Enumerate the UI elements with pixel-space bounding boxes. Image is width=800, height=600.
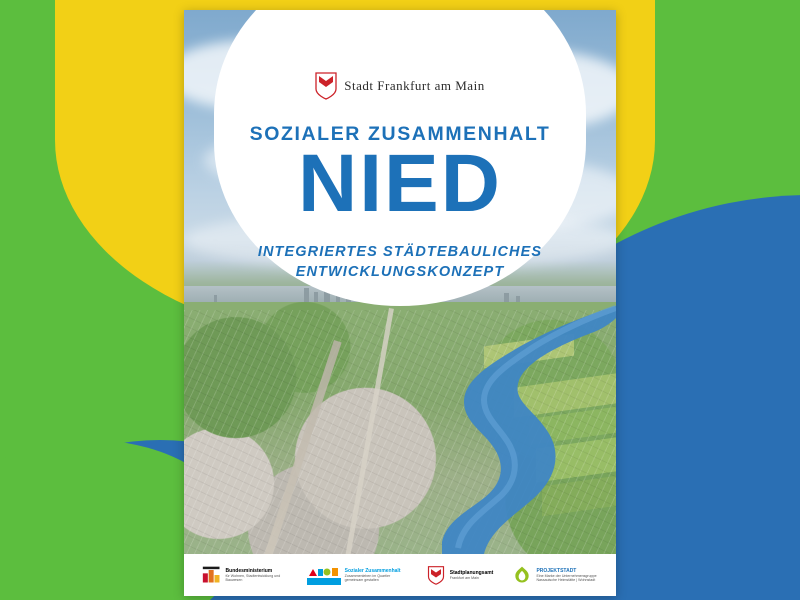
aerial-photo xyxy=(184,10,616,554)
document-cover-page xyxy=(184,10,616,596)
projektstadt-title: PROJEKTSTADT xyxy=(536,567,577,574)
soziale-stadt-logo xyxy=(307,565,407,585)
cover-subtitle-line-2: ENTWICKLUNGSKONZEPT xyxy=(295,264,505,280)
stadtplanungsamt-title: Stadtplanungsamt xyxy=(449,569,494,576)
soziale-stadt-caption: Zusammenleben im Quartier gemeinsam gestalten xyxy=(344,573,391,582)
footer-logo-strip xyxy=(184,554,616,596)
projektstadt-logo xyxy=(512,565,598,585)
projektstadt-caption: Eine Marke der Unternehmensgruppe Nassauische Heimstätte | Wohnstadt xyxy=(536,573,597,582)
cover-kicker: SOZIALER ZUSAMMENHALT xyxy=(249,123,551,145)
projektstadt-icon xyxy=(512,565,532,585)
bundesministerium-logo xyxy=(202,565,288,585)
cover-title: NIED xyxy=(298,138,502,229)
soziale-stadt-icon xyxy=(307,565,341,585)
stadt-frankfurt-logo xyxy=(426,565,494,585)
authority-lockup xyxy=(184,72,616,100)
cover-subtitle-line-1: INTEGRIERTES STÄDTEBAULICHES xyxy=(257,244,543,260)
frankfurt-crest-icon xyxy=(426,565,446,585)
stadtplanungsamt-caption: Frankfurt am Main xyxy=(449,575,479,580)
river-main xyxy=(184,298,616,554)
authority-name: Stadt Frankfurt am Main xyxy=(344,78,485,93)
bundesministerium-caption: für Wohnen, Stadtentwicklung und Bauwesen xyxy=(225,573,281,582)
bundesministerium-title: Bundesministerium xyxy=(225,567,273,574)
soziale-stadt-title: Sozialer Zusammenhalt xyxy=(344,567,401,574)
coat-of-arms-icon xyxy=(315,72,337,100)
bundesministerium-icon xyxy=(202,565,222,585)
cover-subtitle xyxy=(184,242,616,282)
